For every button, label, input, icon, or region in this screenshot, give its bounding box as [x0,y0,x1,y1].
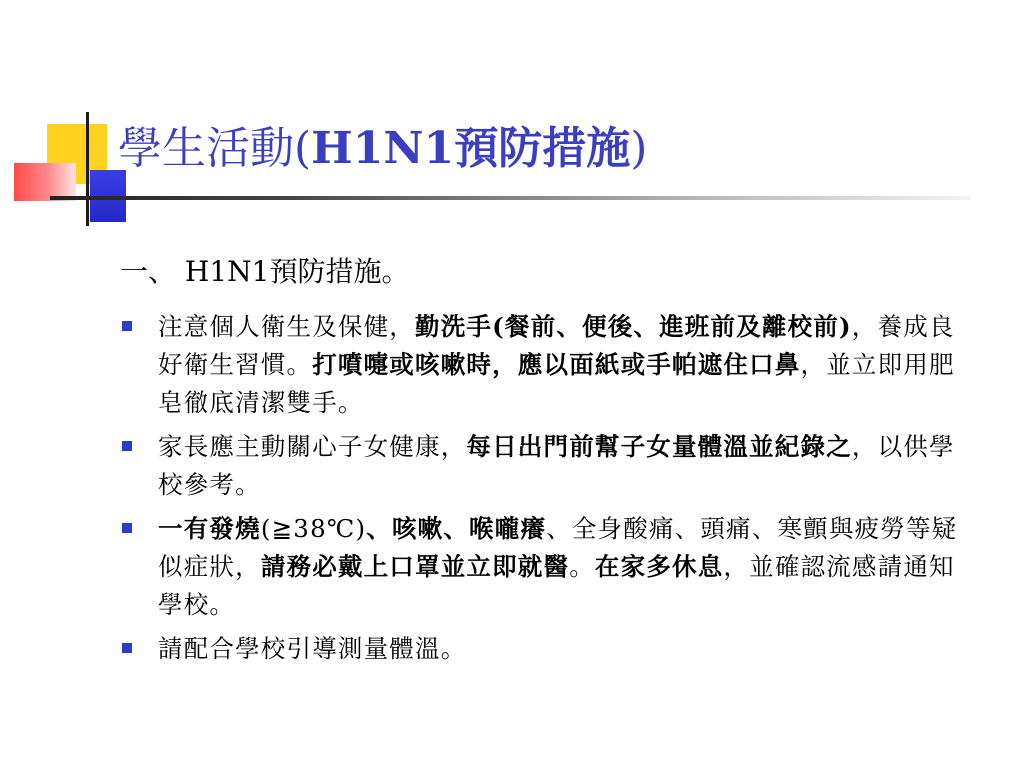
slide-title-suffix: ) [630,123,648,174]
bullet-text: (≧38℃) [260,514,367,543]
slide-title-prefix: 學生活動( [118,123,312,174]
bullet-text-bold: 每日出門前幫子女量體溫並紀錄之 [466,432,852,461]
section-heading: 一、 H1N1預防措施。 [120,255,410,288]
square-bullet-icon [122,441,132,451]
bullet-text: 家長應主動關心子女健康， [158,432,467,461]
bullet-text: ，並立即用肥皂徹底清潔雙手。 [158,350,955,417]
slide-title [118,118,647,180]
bullet-text: ，並確認流感請通知學校。 [158,552,955,619]
bullet-text: 。 [569,552,595,581]
bullet-text: ，養成良好衛生習慣。 [158,312,955,379]
bullet-item [118,630,978,668]
bullet-item [118,428,978,504]
square-bullet-icon [122,643,132,653]
bullet-item [118,308,978,422]
bullet-text-bold: 一有發燒 [158,514,261,543]
decor-vertical-line [86,112,89,226]
bullet-text-bold: 在家多休息 [594,552,724,581]
bullet-text: ，以供學校參考。 [158,432,955,499]
bullet-text-bold: 請務必戴上口罩並立即就醫 [260,552,570,581]
bullet-text-bold: 勤洗手(餐前、便後、進班前及離校前) [415,312,852,341]
square-bullet-icon [122,523,132,533]
slide-title-bold: H1N1預防措施 [311,123,631,174]
bullet-text: 請配合學校引導測量體溫。 [158,634,467,663]
bullet-item [118,510,978,624]
title-underline [50,196,970,200]
bullet-text-bold: 打噴嚏或咳嗽時，應以面紙或手帕遮住口鼻 [312,350,801,379]
square-bullet-icon [122,321,132,331]
bullet-text: 注意個人衛生及保健， [158,312,415,341]
bullet-list [118,308,978,674]
bullet-text-bold: 、咳嗽、喉嚨癢 [366,514,547,543]
bullet-text: 、全身酸痛、頭痛、寒顫與疲勞等疑似症狀， [158,514,958,581]
